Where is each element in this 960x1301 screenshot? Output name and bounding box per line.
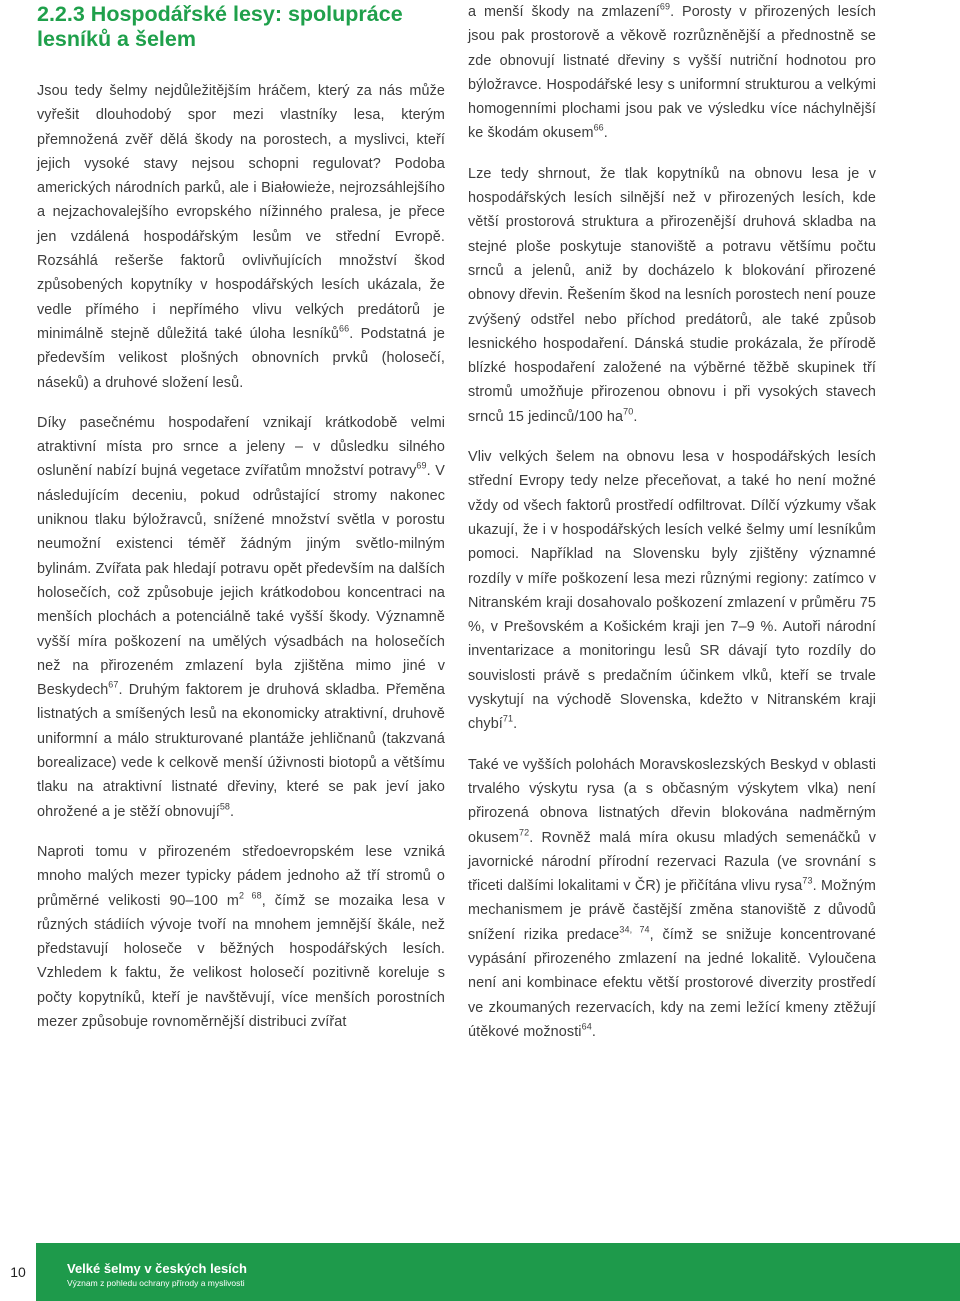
page-number: 10 — [10, 1264, 26, 1280]
paragraph: a menší škody na zmlazení$^{69}$. Porosty v přirozených lesích jsou pak prostorově a věkově rozrůzněnější a přednostně se zde obnovují listnaté dřeviny s vyšší nutriční hodnotou pro býložravce. Hospodářské lesy s uniformní strukturou a velkými homogenními plochami jsou pak ve výsledku více náchylnější ke škodám okusem$^{66}$. — [468, 1, 876, 142]
paragraph: Také ve vyšších polohách Moravskoslezských Beskyd v oblasti trvalého výskytu rysa (a s občasným výskytem vlka) není přirozená obnova listnatých dřevin blokována nadměrným okusem$^{72}$. Rovněž malá míra okusu mladých semenáčků v javornické národní přírodní rezervaci Razula (ve srovnání s třiceti dalšími lokalitami v ČR) je přičítána vlivu rysa$^{73}$. Možným mechanismem je právě častější změna stanoviště z důvodů snížení rizika predace$^{34, 74}$, čímž se snižuje koncentrované vypásání přirozeného zmlazení na jedné lokalitě. Vyloučena není ani kombinace efektu větší prostorové diverzity prostředí ve zkoumaných rezervacích, kdy na zemi ležící kmeny ztěžují útěkové možnosti$^{64}$. — [468, 756, 877, 1040]
paragraph: Vliv velkých šelem na obnovu lesa v hospodářských lesích střední Evropy tedy nelze přeceňovat, a také ho není možné vždy od všech faktorů prostředí odfiltrovat. Dílčí výzkumy však ukazují, že i v hospodářských lesích velké šelmy umí lesníkům pomoci. Například na Slovensku byly zjištěny významné rozdíly v míře poškození lesa mezi různými regiony: zatímco v Nitranském kraji dosahovalo poškození zmlazení v průměru 75 %, v Prešovském a Košickém kraji jen 7–9 %. Autoři národní inventarizace a monitoringu lesů SR dávají tyto rozdíly do souvislosti právě s predačním účinkem vlků, kteří se trvale vyskytují na východě Slovenska, kdežto v Nitranském kraji chybí$^{71}$. — [468, 449, 876, 733]
right-column — [468, 0, 876, 1060]
left-column — [37, 79, 445, 1050]
paragraph: Díky pasečnému hospodaření vznikají krátkodobě velmi atraktivní místa pro srnce a jeleny – v důsledku silného oslunění nabízí bujná vegetace zvířatům množství potravy$^{69}$. V následujícím deceniu, pokud odrůstající stromy nakonec uniknou tlaku býložravců, snížené množství světla v porostu neumožní existenci téměř žádným jiným světlo-milným bylinám. Zvířata pak hledají potravu opět především na dalších holosečích, což způsobuje jejich krátkodobou koncentraci na menších plochách a potenciálně také vyšší škody. Významně vyšší míra poškození na umělých výsadbách na holosečích než na přirozeném zmlazení byla zjištěna mimo jiné v Beskydech$^{67}$. Druhým faktorem je druhová skladba. Přeměna listnatých a smíšených lesů na ekonomicky atraktivní, druhově uniformní a málo strukturované plantáže jehličnanů (takzvaná borealizace) vede k celkově menší úživnosti biotopů a většímu tlaku na atraktivní listnaté dřeviny, které se pak jeví jako ohrožené a je stěží obnovují$^{58}$. — [37, 414, 445, 820]
footer-subtitle: Význam z pohledu ochrany přírody a myslivosti — [67, 1278, 245, 1288]
paragraph: Lze tedy shrnout, že tlak kopytníků na obnovu lesa je v hospodářských lesích silnější než v přirozených lesích, kde větší prostorová struktura a přirozenější druhová skladba na stejné ploše poskytuje stanoviště a potravu většímu počtu srnců a jelenů, aniž by docházelo k blokování přirozené obnovy dřevin. Řešením škod na lesních porostech není pouze zvýšený odstřel nebo příchod predátorů, ale také způsob lesnického hospodaření. Dánská studie prokázala, že přírodě blízké hospodaření založené na výběrné těžbě skupinek tří stromů umožňuje přirozenou obnovu i při vysokých stavech srnců 15 jedinců/100 $ha^{70}$. — [468, 165, 876, 425]
paragraph: Naproti tomu v přirozeném středoevropském lese vzniká mnoho malých mezer typicky pádem jednoho až tří stromů o průměrné velikosti 90–100 $m^{2 68}$, čímž se mozaika lesa v různých stádiích vývoje tvoří na mnohem jemnější škále, než představují holoseče v běžných hospodářských lesích. Vzhledem k faktu, že velikost holosečí pozitivně koreluje s počty kopytníků, kteří je navštěvují, více menších porostních mezer způsobuje rovnoměrnější distribuci zvířat — [37, 843, 445, 1030]
footer-title: Velké šelmy v českých lesích — [67, 1261, 247, 1276]
section-heading: 2.2.3 Hospodářské lesy: spolupráce lesníků a šelem — [37, 2, 403, 51]
paragraph: Jsou tedy šelmy nejdůležitějším hráčem, který za nás může vyřešit dlouhodobý spor mezi vlastníky lesa, kterým přemnožená zvěř dělá škody na porostech, a myslivci, kteří jejich vysoké stavy nejsou schopni regulovat? Podoba amerických národních parků, ale i Białowieże, nejrozsáhlejšího a nejzachovalejšího evropského nížinného pralesa, je přece jen vzdálená hospodářským lesům ve střední Evropě. Rozsáhlá rešerše faktorů ovlivňujících množství škod způsobených kopytníky v hospodářských lesích ukázala, že vedle přímého i nepřímého vlivu velkých predátorů je minimálně stejně důležitá také úloha lesníků$^{66}$. Podstatná je především velikost plošných obnovních prvků (holosečí, náseků) a druhové složení lesů. — [37, 83, 446, 391]
